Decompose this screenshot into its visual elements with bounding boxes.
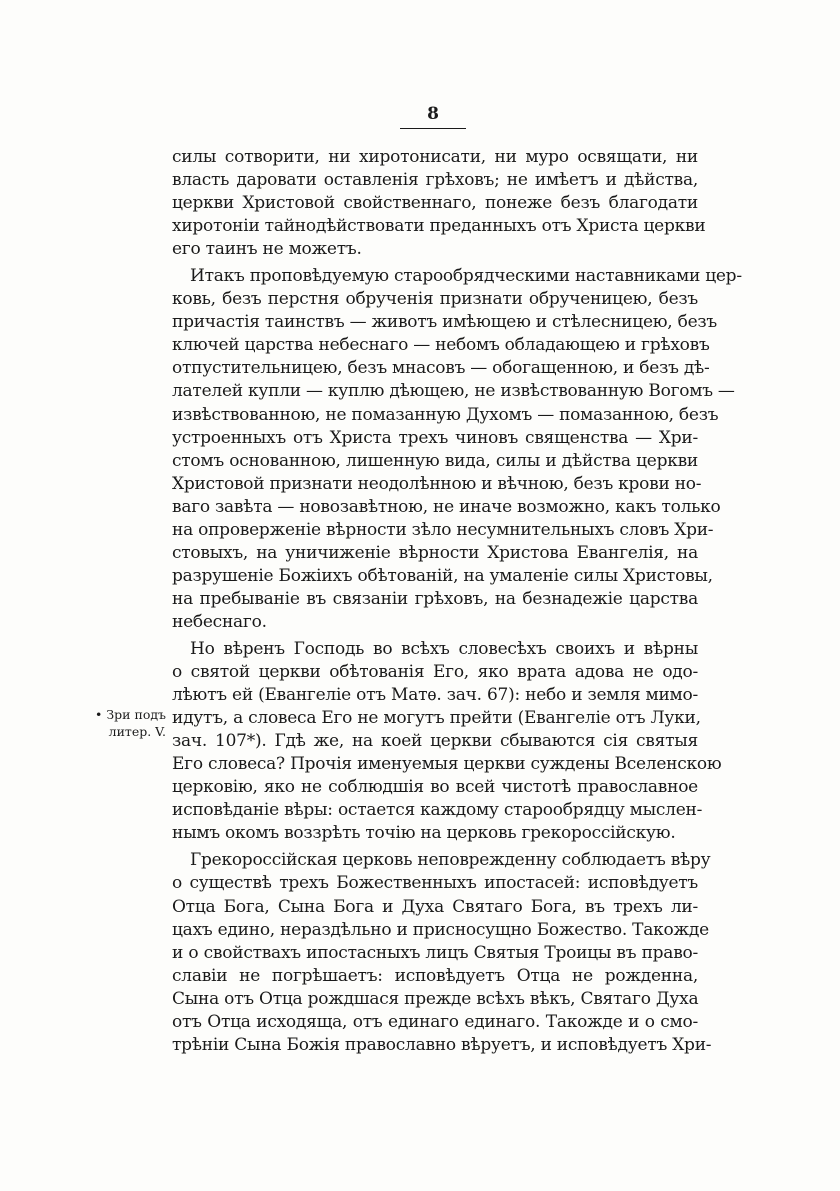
text-line: отпустительницею, безъ мнасовъ — обогащенною, и безъ дѣ- (172, 358, 710, 379)
text-line: лателей купли — куплю дѣющею, не извѣствованную Вогомъ — (172, 381, 735, 402)
page-number: 8 (427, 104, 439, 124)
text-line: причастія таинствъ — животъ имѣющею и стѣлесницею, безъ (172, 312, 717, 333)
text-line: хиротоніи тайнодѣйствовати преданныхъ отъ Христа церкви (172, 216, 706, 237)
text-line: цахъ едино, нераздѣльно и присносущно Божество. Такожде (172, 919, 709, 940)
text-line: Сына отъ Отца рождшася прежде всѣхъ вѣкъ, Святаго Духа (172, 988, 699, 1009)
text-line: ваго завѣта — новозавѣтною, не иначе возможно, какъ только (172, 496, 721, 517)
text-line: Но вѣренъ Господь во всѣхъ словесѣхъ своихъ и вѣрны (190, 638, 698, 659)
text-line: идутъ, а словеса Его не могутъ прейти (Евангеліе отъ Луки, (172, 708, 701, 729)
text-line: о существѣ трехъ Божественныхъ ипостасей: исповѣдуетъ (172, 873, 698, 894)
text-line: ковь, безъ перстня обрученія признати обрученицею, безъ (172, 289, 698, 310)
text-line: славіи не погрѣшаетъ: исповѣдуетъ Отца не рожденна, (172, 965, 698, 986)
text-line: на опроверженіе вѣрности зѣло несумнительныхъ словъ Хри- (172, 519, 714, 540)
text-line: извѣствованною, не помазанную Духомъ — помазанною, безъ (172, 404, 719, 425)
paragraph (172, 638, 722, 845)
text-line: Его словеса? Прочія именуемыя церкви суждены Вселенскою (172, 754, 722, 775)
body-text (172, 146, 742, 1057)
text-line: трѣніи Сына Божія православно вѣруетъ, и исповѣдуетъ Хри- (172, 1034, 712, 1055)
text-line: Христовой признати неодолѣнною и вѣчною, безъ крови но- (172, 473, 702, 494)
text-line: церкви Христовой свойственнаго, понеже безъ благодати (172, 193, 698, 214)
text-line: Итакъ проповѣдуемую старообрядческими наставниками цер- (190, 266, 742, 287)
text-line: отъ Отца исходяща, отъ единаго единаго. Такожде и о смо- (172, 1011, 698, 1032)
paragraph (172, 265, 742, 634)
text-line: и о свойствахъ ипостасныхъ лицъ Святыя Троицы въ право- (172, 942, 698, 963)
text-line: нымъ окомъ воззрѣть точію на церковь грекороссійскую. (172, 823, 676, 844)
page-number-rule (400, 128, 466, 129)
text-line: устроенныхъ отъ Христа трехъ чиновъ священства — Хри- (172, 427, 698, 448)
text-line: лѣютъ ей (Евангеліе отъ Матѳ. зач. 67): небо и земля мимо- (172, 685, 698, 706)
text-line: зач. 107*). Гдѣ же, на коей церкви сбываются сія святыя (172, 731, 698, 752)
text-line: власть даровати оставленія грѣховъ; не имѣетъ и дѣйства, (172, 170, 698, 191)
text-line: исповѣданіе вѣры: остается каждому старообрядцу мыслен- (172, 800, 703, 821)
text-line: его таинъ не можетъ. (172, 239, 362, 260)
text-line: на пребываніе въ связаніи грѣховъ, на безнадежіе царства (172, 588, 698, 609)
margin-note-line-2: литер. V. (108, 724, 166, 739)
text-line: силы сотворити, ни хиротонисати, ни муро освящати, ни (172, 147, 698, 167)
paragraph (172, 849, 712, 1056)
text-line: стовыхъ, на уничиженіе вѣрности Христова Евангелія, на (172, 542, 698, 563)
text-line: разрушеніе Божіихъ обѣтованій, на умаленіе силы Христовы, (172, 565, 713, 586)
text-line: Отца Бога, Сына Бога и Духа Святаго Бога, въ трехъ ли- (172, 896, 698, 917)
text-line: стомъ основанною, лишенную вида, силы и дѣйства церкви (172, 450, 698, 471)
text-line: Грекороссійская церковь неповрежденну соблюдаетъ вѣру (190, 850, 711, 871)
text-line: о святой церкви обѣтованія Его, яко врата адова не одо- (172, 662, 698, 683)
text-line: небеснаго. (172, 611, 267, 632)
text-line: ключей царства небеснаго — небомъ обладающею и грѣховъ (172, 335, 710, 356)
paragraph (172, 146, 706, 261)
margin-note-line-1: • Зри подъ (95, 707, 166, 722)
margin-footnote-note (86, 706, 166, 740)
text-line: церковію, яко не соблюдшія во всей чистотѣ православное (172, 777, 698, 798)
